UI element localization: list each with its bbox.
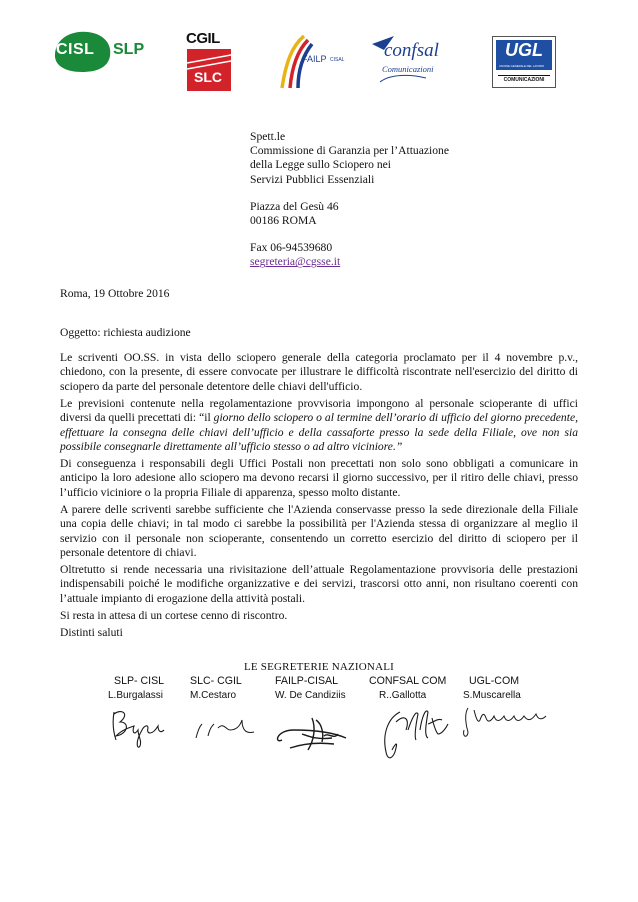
slc-red-block [187, 49, 231, 91]
slp-logo-text: SLP [113, 41, 145, 58]
cisal-logo-text: CISAL [330, 57, 345, 63]
body-paragraph-2 [60, 397, 578, 455]
ugl-logo-text: UGL [505, 40, 543, 60]
body-paragraph-3: Di conseguenza i responsabili degli Uffici Postali non precettati non solo sono obbligati a comunicare in anticipo la loro adesione allo sciopero ma devono recarsi il giorno successivo, per il ritiro delle chiavi, presso l’ufficio viciniore o la propria Filiale di apparenza, spesso molto distante. [60, 457, 578, 499]
cgil-logo-text: CGIL [186, 30, 220, 47]
confsal-logo [370, 34, 450, 84]
body-paragraph-1: Le scriventi OO.SS. in vista dello sciopero generale della categoria proclamato per il 4 novembre p.v., chiedono, con la presente, di essere convocate per illustrare le difficoltà riscontrate nell'esercizio del diritto di sciopero da parte del personale detentore delle chiavi dell'ufficio. [60, 351, 578, 393]
sig-name-3: W. De Candiziis [275, 690, 346, 701]
recipient-block [250, 130, 449, 270]
ugl-band-text: COMUNICAZIONI [498, 75, 550, 83]
body-paragraph-5: Oltretutto si rende necessaria una rivisitazione dell’attuale Regolamentazione provvisoria delle prestazioni indispensabili poiché le modifiche organizzative e dei servizi, trascorsi otto anni, non risultano coerenti con l’attuale impianto di erogazione della attività postali. [60, 563, 578, 605]
confsal-logo-text: confsal [384, 40, 439, 61]
body-paragraph-4: A parere delle scriventi sarebbe sufficiente che l'Azienda conservasse presso la sede direzionale della Filiale una copia delle chiavi; in tal modo ci sarebbe la possibilità per l'Azienda stessa di organizzare al meglio il servizio con il personale non scioperante, consentendo un corretto esercizio del diritto di sciopero per il personale detentore di chiavi. [60, 502, 578, 560]
body-paragraph-2-quote: giorno dello sciopero o al termine dell’orario di ufficio del giorno precedente, effettuare la consegna delle chiavi dell’ufficio e della cassaforte presso la sede della Filiale, ove non sia possibile consegnarle direttamente all’ufficio stesso o ad altro viciniore.” [60, 411, 578, 454]
closing-salutation: Distinti saluti [60, 625, 123, 639]
ugl-logo [492, 36, 556, 88]
signature-muscarella [458, 700, 550, 744]
recipient-line-3: della Legge sullo Sciopero nei [250, 158, 392, 172]
recipient-line-2: Commissione di Garanzia per l’Attuazione [250, 144, 449, 158]
recipient-address-line-1: Piazza del Gesù 46 [250, 199, 339, 213]
cisl-slp-logo [52, 28, 152, 74]
sig-org-3: FAILP-CISAL [275, 675, 338, 687]
slc-logo-text: SLC [194, 69, 222, 85]
letter-subject: Oggetto: richiesta audizione [60, 326, 191, 339]
ugl-subtitle-text: UNIONE GENERALE DEL LAVORO [499, 64, 545, 68]
failp-cisal-logo [278, 32, 348, 92]
letter-body [60, 351, 578, 643]
body-paragraph-2-intro: Le previsioni contenute nella regolamentazione provvisoria impongono al personale scioperante di uffici diversi da quelli precettati di: “il [60, 396, 578, 425]
sig-name-1: L.Burgalassi [108, 690, 164, 701]
sig-org-4: CONFSAL COM [369, 675, 447, 687]
recipient-line-1: Spett.le [250, 130, 286, 143]
sig-name-4: R..Gallotta [379, 690, 427, 701]
body-paragraph-6: Si resta in attesa di un cortese cenno di riscontro. [60, 608, 288, 622]
signatures-heading: LE SEGRETERIE NAZIONALI [243, 661, 395, 673]
sig-org-5: UGL-COM [469, 675, 520, 687]
sig-org-2: SLC- CGIL [190, 675, 242, 687]
sig-name-5: S.Muscarella [463, 690, 521, 701]
signature-de-candiziis [272, 700, 354, 756]
recipient-email-link[interactable]: segreteria@cgsse.it [250, 255, 341, 269]
recipient-line-4: Servizi Pubblici Essenziali [250, 172, 375, 186]
recipient-address-line-2: 00186 ROMA [250, 214, 317, 228]
sig-org-1: SLP- CISL [114, 675, 165, 687]
letter-date: Roma, 19 Ottobre 2016 [60, 287, 170, 300]
comunicazioni-logo-text: Comunicazioni [382, 64, 434, 74]
failp-logo-text: FAILP [302, 54, 327, 64]
signature-gallotta [376, 700, 456, 770]
signature-burgalassi [108, 700, 168, 750]
cgil-slc-logo [185, 32, 233, 92]
signature-cestaro [190, 700, 260, 750]
cisl-logo-text: CISL [56, 41, 95, 58]
recipient-fax: Fax 06-94539680 [250, 241, 333, 255]
sig-name-2: M.Cestaro [190, 690, 237, 701]
